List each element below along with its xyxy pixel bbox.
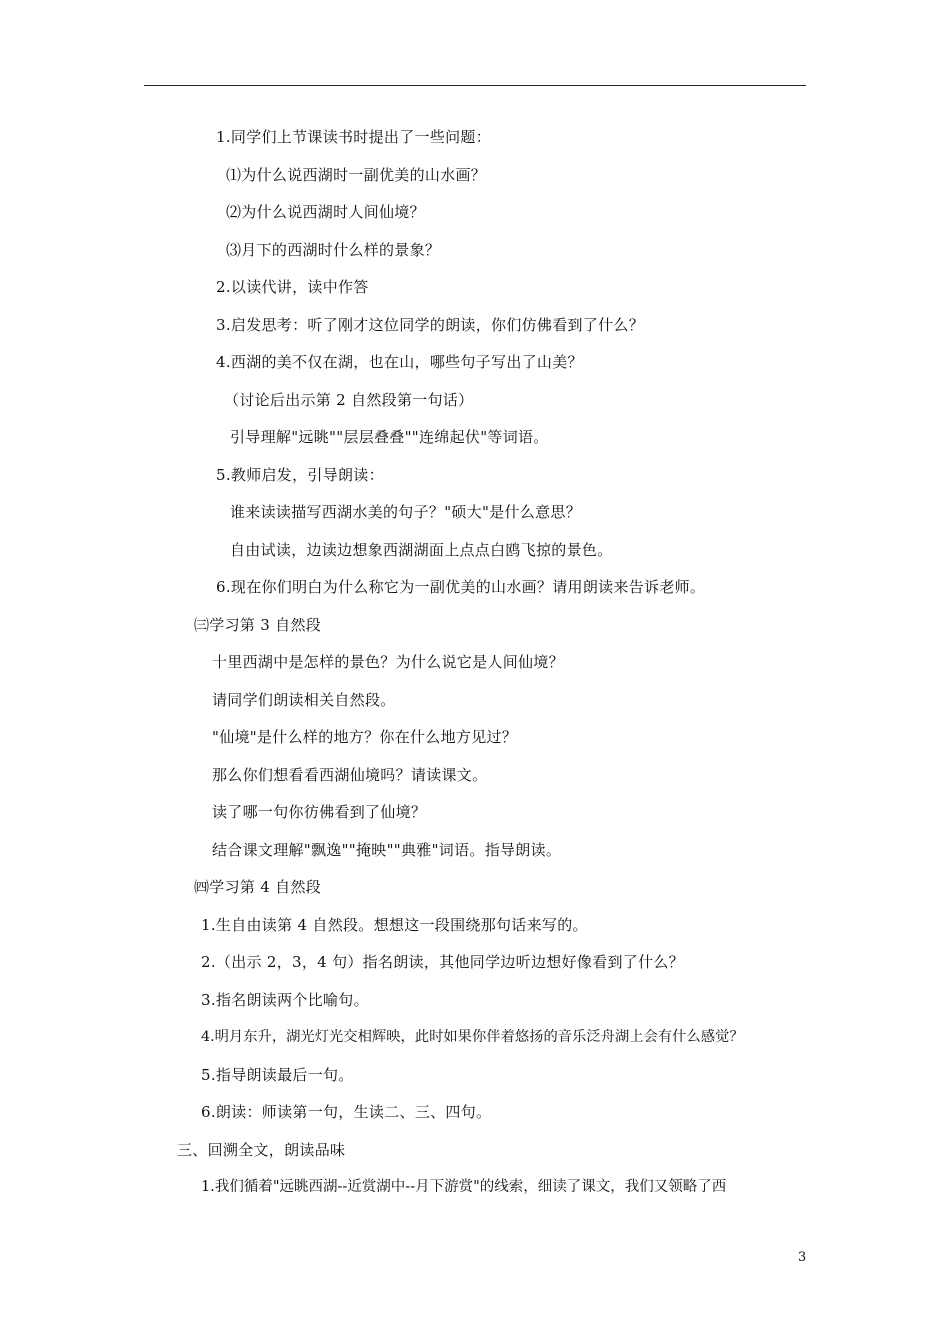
header-rule: [144, 85, 806, 86]
text-line: 2.以读代讲，读中作答: [216, 278, 369, 296]
text-line: （讨论后出示第 2 自然段第一句话）: [224, 391, 474, 409]
text-line: 4.西湖的美不仅在湖，也在山，哪些句子写出了山美？: [216, 353, 583, 371]
text-line: 6.现在你们明白为什么称它为一副优美的山水画？请用朗读来告诉老师。: [216, 578, 706, 596]
text-line: 读了哪一句你彷佛看到了仙境？: [212, 803, 427, 821]
text-line: 1.同学们上节课读书时提出了一些问题：: [216, 128, 492, 146]
page-number: 3: [798, 1250, 807, 1265]
text-line: ⑴为什么说西湖时一副优美的山水画？: [226, 166, 487, 184]
text-line: 4.明月东升，湖光灯光交相辉映，此时如果你伴着悠扬的音乐泛舟湖上会有什么感觉？: [201, 1029, 744, 1045]
text-line: 5.教师启发，引导朗读：: [216, 466, 384, 484]
text-line: 1.我们循着"远眺西湖--近赏湖中--月下游赏"的线索，细读了课文，我们又领略了西: [201, 1179, 727, 1195]
section-heading: 三、回溯全文，朗读品味: [177, 1141, 346, 1159]
text-line: "仙境"是什么样的地方？你在什么地方见过？: [212, 728, 518, 746]
text-line: ⑵为什么说西湖时人间仙境？: [226, 203, 425, 221]
text-line: 3.指名朗读两个比喻句。: [201, 991, 369, 1009]
text-line: ⑶月下的西湖时什么样的景象？: [226, 241, 441, 259]
text-line: 自由试读，边读边想象西湖湖面上点点白鸥飞掠的景色。: [230, 541, 613, 559]
text-line: 谁来读读描写西湖水美的句子？"硕大"是什么意思？: [230, 503, 582, 521]
text-line: 那么你们想看看西湖仙境吗？请读课文。: [212, 766, 488, 784]
text-line: 3.启发思考：听了刚才这位同学的朗读，你们仿佛看到了什么？: [216, 316, 645, 334]
text-line: 结合课文理解"飘逸""掩映""典雅"词语。指导朗读。: [212, 841, 562, 859]
text-line: 十里西湖中是怎样的景色？为什么说它是人间仙境？: [212, 653, 564, 671]
text-line: 6.朗读：师读第一句，生读二、三、四句。: [201, 1103, 492, 1121]
section-heading: ㈣学习第 4 自然段: [194, 878, 322, 896]
text-line: 1.生自由读第 4 自然段。想想这一段围绕那句话来写的。: [201, 916, 588, 934]
section-heading: ㈢学习第 3 自然段: [194, 616, 322, 634]
text-line: 2.（出示 2，3，4 句）指名朗读，其他同学边听边想好像看到了什么？: [201, 953, 684, 971]
text-line: 请同学们朗读相关自然段。: [212, 691, 396, 709]
text-line: 5.指导朗读最后一句。: [201, 1066, 354, 1084]
text-line: 引导理解"远眺""层层叠叠""连绵起伏"等词语。: [230, 428, 549, 446]
